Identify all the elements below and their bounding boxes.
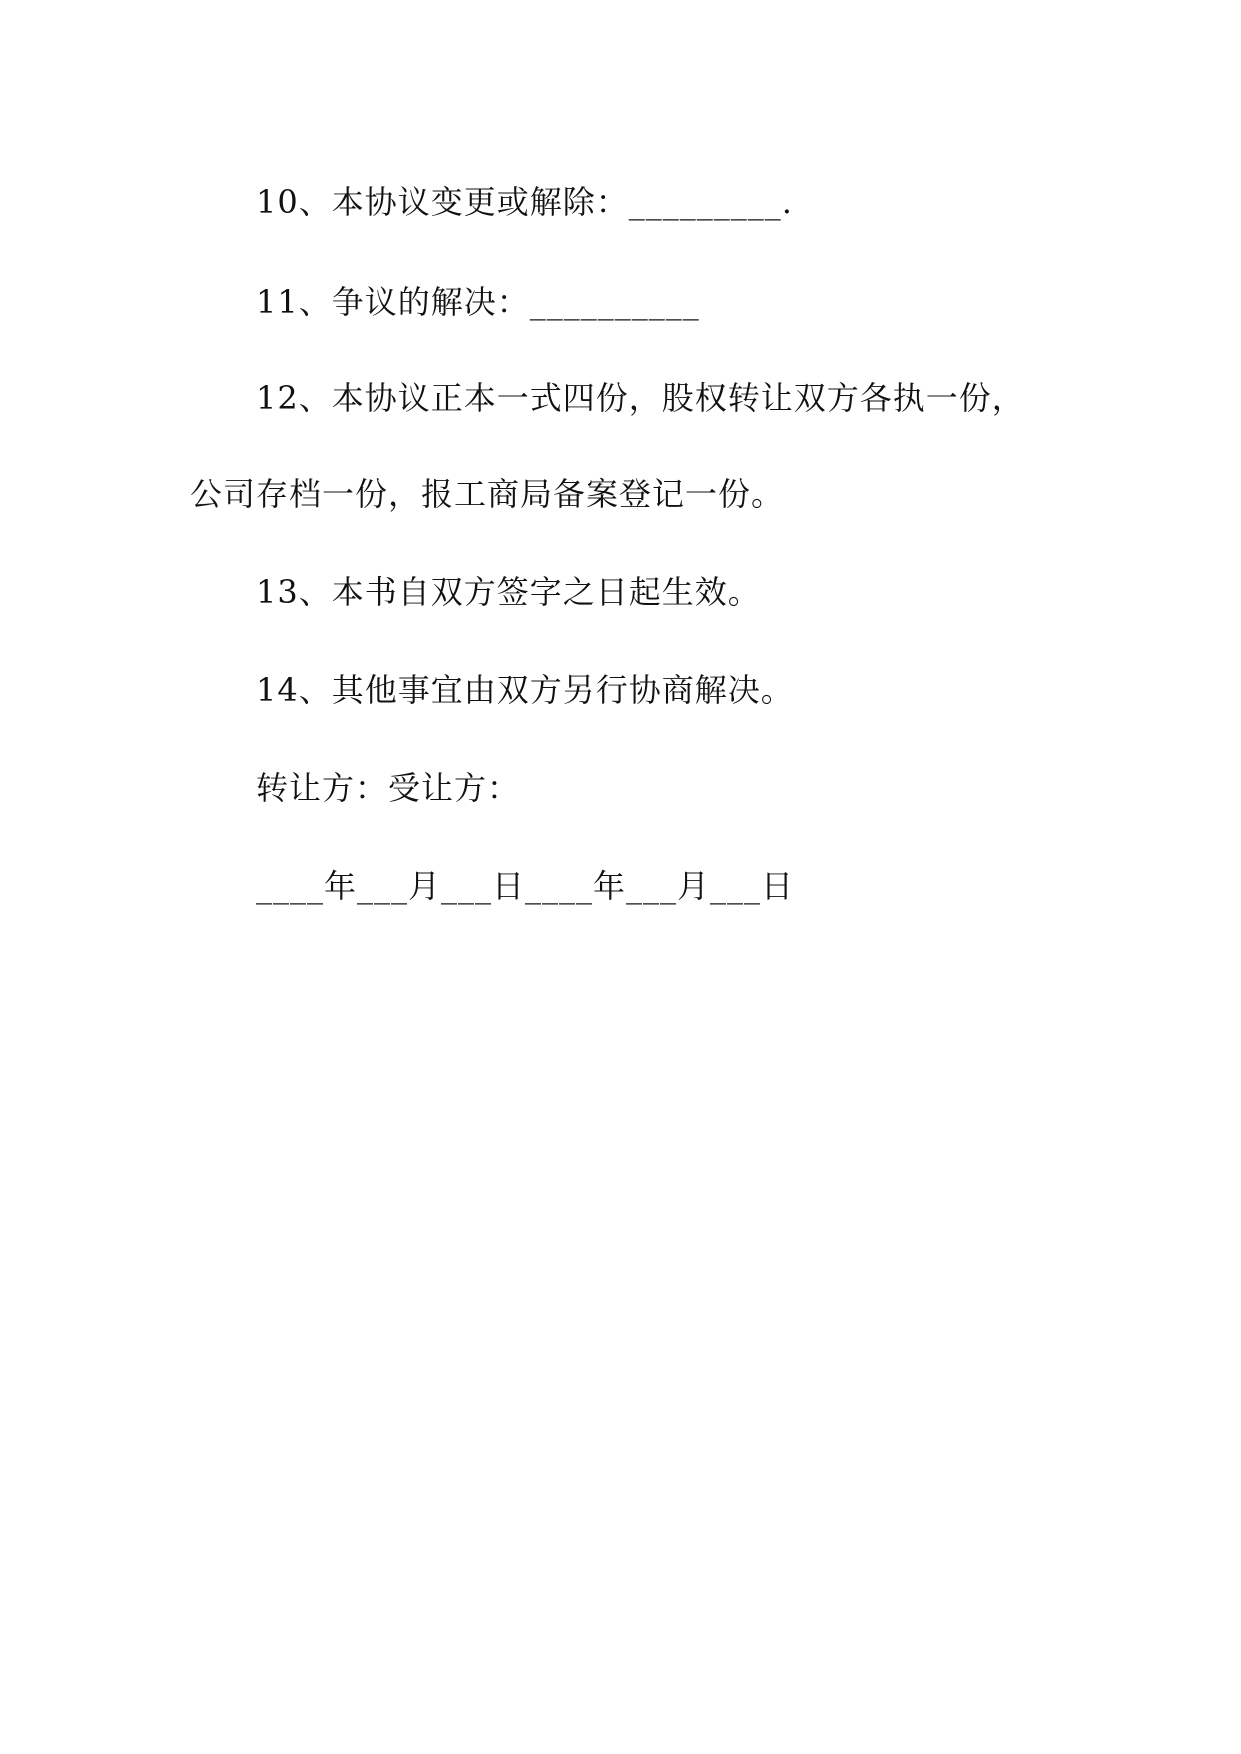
clause-10: 10、本协议变更或解除：_________.: [256, 183, 793, 221]
clause-13: 13、本书自双方签字之日起生效。: [256, 573, 761, 611]
clause-11: 11、争议的解决：__________: [256, 283, 700, 321]
signature-dates: ____年___月___日____年___月___日: [256, 867, 795, 905]
clause-14: 14、其他事宜由双方另行协商解决。: [256, 671, 794, 709]
clause-12-line-2: 公司存档一份，报工商局备案登记一份。: [190, 475, 785, 513]
signature-parties: 转让方：受让方：: [256, 769, 521, 807]
clause-12-line-1: 12、本协议正本一式四份，股权转让双方各执一份，: [256, 379, 1025, 417]
